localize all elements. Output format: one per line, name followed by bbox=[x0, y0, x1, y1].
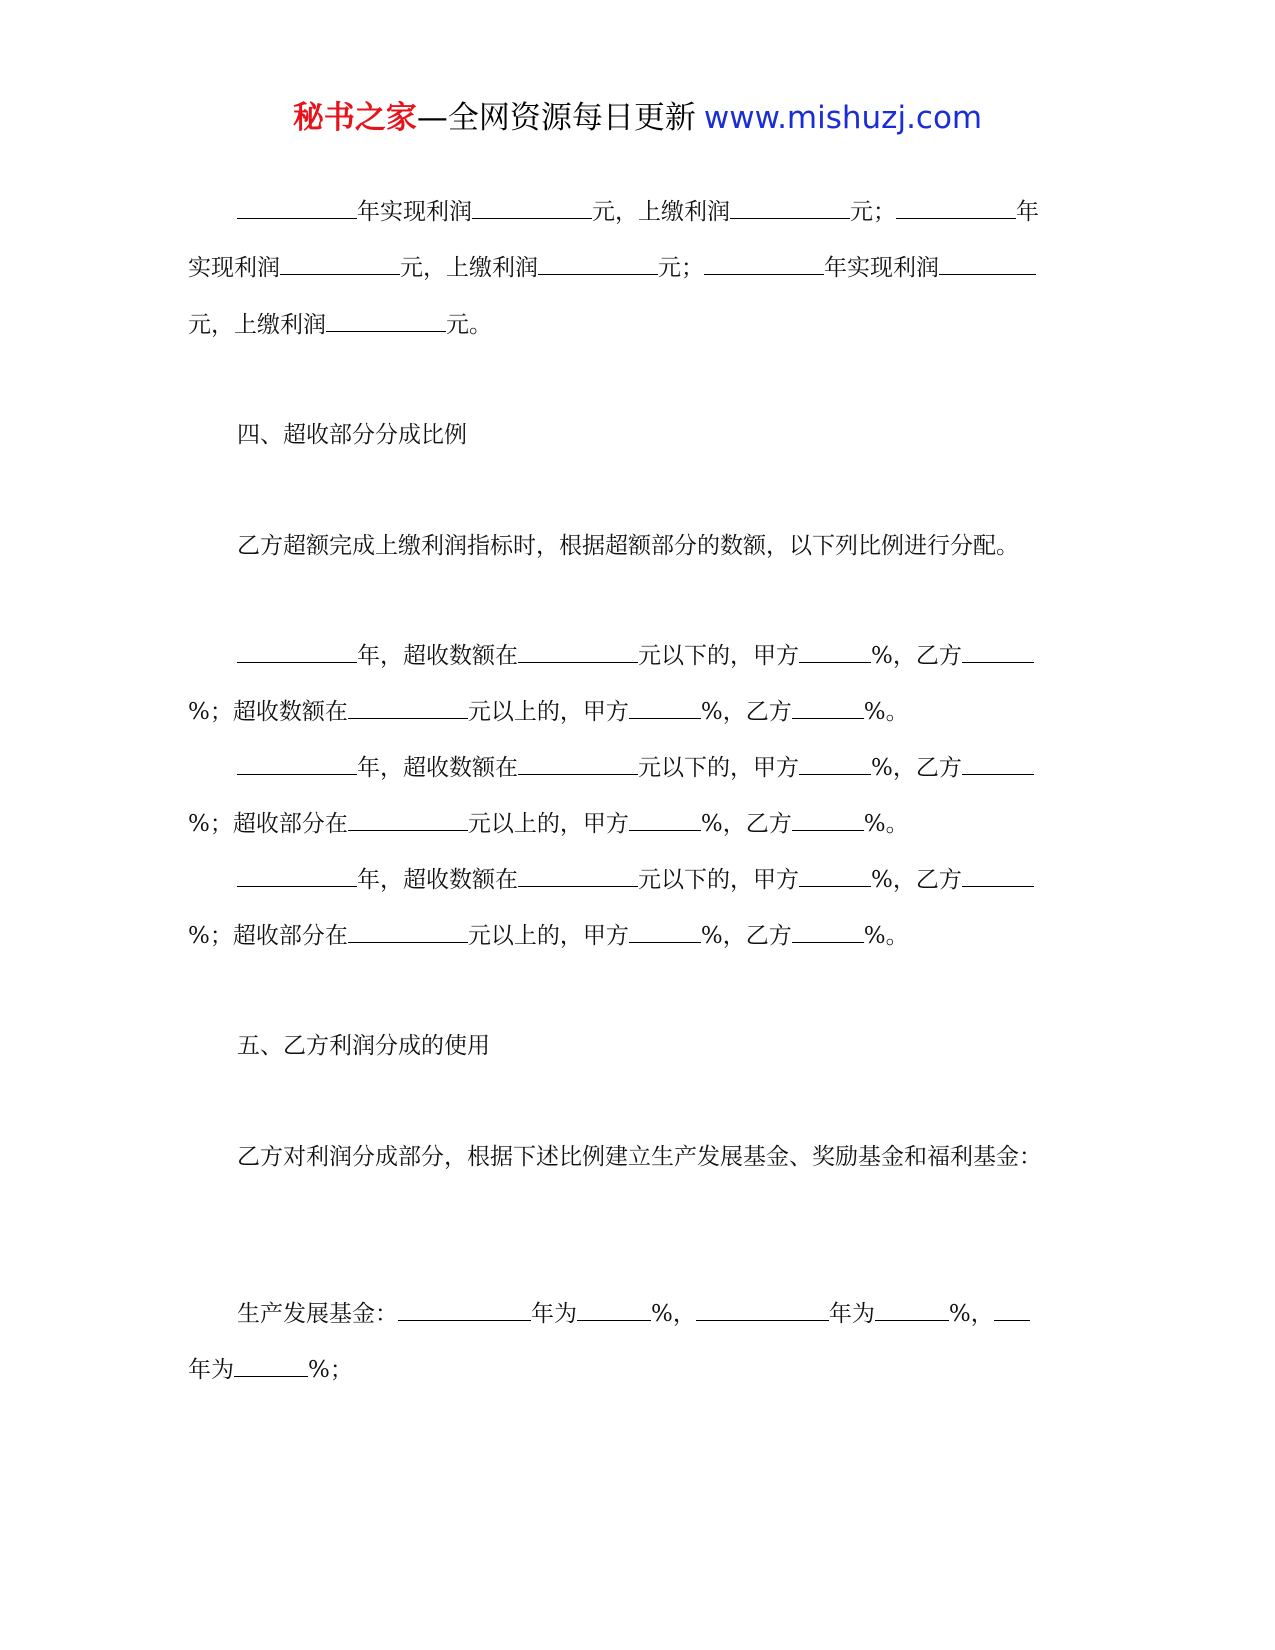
blank-field[interactable] bbox=[237, 640, 357, 663]
text: 元， bbox=[592, 199, 638, 225]
text: %； bbox=[308, 1357, 353, 1383]
text: 元。 bbox=[446, 312, 492, 338]
text: %， bbox=[700, 811, 746, 837]
profit-line-2 bbox=[188, 252, 1036, 283]
text: 年为 bbox=[828, 1301, 875, 1327]
profit-line-1 bbox=[237, 196, 1039, 227]
header-brand: 秘书之家 bbox=[292, 100, 417, 136]
blank-field[interactable] bbox=[939, 252, 1036, 275]
blank-field[interactable] bbox=[962, 864, 1034, 887]
text: %， bbox=[871, 755, 916, 781]
header-url-link[interactable]: www.mishuzj.com bbox=[703, 100, 983, 136]
text: 乙方 bbox=[745, 923, 792, 949]
text: 甲方 bbox=[753, 643, 799, 669]
blank-field[interactable] bbox=[696, 1298, 829, 1321]
text: 乙方 bbox=[745, 699, 792, 725]
text: 超收部分在 bbox=[232, 811, 348, 837]
text: 元； bbox=[658, 255, 704, 281]
site-header bbox=[0, 98, 1275, 138]
text: 超收数额在 bbox=[403, 867, 518, 893]
ratio-line-3a bbox=[237, 864, 1034, 895]
text: 元以上的， bbox=[467, 699, 583, 725]
blank-field[interactable] bbox=[704, 252, 824, 275]
text: 元以上的， bbox=[467, 923, 583, 949]
ratio-line-1b bbox=[188, 696, 909, 727]
text: 元以下的， bbox=[638, 867, 753, 893]
blank-field[interactable] bbox=[348, 920, 468, 943]
blank-field[interactable] bbox=[518, 864, 638, 887]
text: %； bbox=[188, 811, 233, 837]
blank-field[interactable] bbox=[538, 252, 658, 275]
text: 超收部分在 bbox=[232, 923, 348, 949]
text: 年实现利润 bbox=[824, 255, 939, 281]
profit-line-3 bbox=[188, 309, 492, 340]
text: 生产发展基金： bbox=[237, 1301, 398, 1327]
blank-field[interactable] bbox=[994, 1298, 1030, 1321]
section-5-heading: 五、乙方利润分成的使用 bbox=[237, 1033, 490, 1059]
blank-field[interactable] bbox=[348, 808, 468, 831]
blank-field[interactable] bbox=[896, 196, 1016, 219]
text: %， bbox=[871, 867, 916, 893]
text: %； bbox=[188, 923, 233, 949]
blank-field[interactable] bbox=[348, 696, 468, 719]
text: 甲方 bbox=[582, 699, 629, 725]
text: 乙方 bbox=[915, 867, 962, 893]
section-4-heading: 四、超收部分分成比例 bbox=[237, 422, 467, 448]
text: 甲方 bbox=[753, 867, 799, 893]
text: 年实现利润 bbox=[357, 199, 472, 225]
text: 元； bbox=[850, 199, 896, 225]
text: %。 bbox=[863, 923, 909, 949]
header-slogan: —全网资源每日更新 bbox=[416, 100, 696, 136]
text: %， bbox=[651, 1301, 696, 1327]
blank-field[interactable] bbox=[629, 920, 701, 943]
text: 上缴利润 bbox=[234, 312, 326, 338]
text: 上缴利润 bbox=[446, 255, 538, 281]
blank-field[interactable] bbox=[629, 696, 701, 719]
blank-field[interactable] bbox=[629, 808, 701, 831]
text: 超收数额在 bbox=[403, 755, 518, 781]
text: %； bbox=[188, 699, 233, 725]
text: 元以下的， bbox=[638, 755, 753, 781]
blank-field[interactable] bbox=[962, 752, 1034, 775]
text: 年， bbox=[357, 755, 403, 781]
blank-field[interactable] bbox=[234, 1354, 308, 1377]
blank-field[interactable] bbox=[792, 696, 864, 719]
text: 元， bbox=[400, 255, 446, 281]
text: 甲方 bbox=[582, 923, 629, 949]
ratio-line-2a bbox=[237, 752, 1034, 783]
text: 实现利润 bbox=[188, 255, 280, 281]
blank-field[interactable] bbox=[326, 309, 446, 332]
text: %， bbox=[871, 643, 916, 669]
text: %。 bbox=[863, 811, 909, 837]
ratio-line-3b bbox=[188, 920, 909, 951]
blank-field[interactable] bbox=[280, 252, 400, 275]
blank-field[interactable] bbox=[799, 864, 871, 887]
text: 超收数额在 bbox=[403, 643, 518, 669]
blank-field[interactable] bbox=[730, 196, 850, 219]
text: 年为 bbox=[188, 1357, 234, 1383]
blank-field[interactable] bbox=[518, 640, 638, 663]
text: 年 bbox=[1016, 199, 1039, 225]
blank-field[interactable] bbox=[875, 1298, 949, 1321]
text: 乙方 bbox=[745, 811, 792, 837]
text: 元以上的， bbox=[467, 811, 583, 837]
text: 年， bbox=[357, 643, 403, 669]
text: 乙方 bbox=[915, 643, 962, 669]
text: 乙方 bbox=[915, 755, 962, 781]
text: 年为 bbox=[531, 1301, 577, 1327]
text: 年， bbox=[357, 867, 403, 893]
blank-field[interactable] bbox=[792, 808, 864, 831]
text: 超收数额在 bbox=[232, 699, 348, 725]
fund-line-2 bbox=[188, 1354, 353, 1385]
blank-field[interactable] bbox=[518, 752, 638, 775]
text: 上缴利润 bbox=[638, 199, 730, 225]
blank-field[interactable] bbox=[237, 752, 357, 775]
text: 甲方 bbox=[582, 811, 629, 837]
text: %， bbox=[948, 1301, 994, 1327]
blank-field[interactable] bbox=[237, 196, 357, 219]
text: %。 bbox=[863, 699, 909, 725]
blank-field[interactable] bbox=[962, 640, 1034, 663]
blank-field[interactable] bbox=[398, 1298, 531, 1321]
blank-field[interactable] bbox=[472, 196, 592, 219]
ratio-line-2b bbox=[188, 808, 909, 839]
blank-field[interactable] bbox=[792, 920, 864, 943]
blank-field[interactable] bbox=[577, 1298, 651, 1321]
blank-field[interactable] bbox=[799, 640, 871, 663]
text: %， bbox=[700, 923, 746, 949]
blank-field[interactable] bbox=[237, 864, 357, 887]
text: 元以下的， bbox=[638, 643, 753, 669]
fund-line-1 bbox=[237, 1298, 1030, 1329]
text: 甲方 bbox=[753, 755, 799, 781]
text: %， bbox=[700, 699, 746, 725]
section-5-intro: 乙方对利润分成部分，根据下述比例建立生产发展基金、奖励基金和福利基金： bbox=[237, 1144, 1042, 1170]
section-4-intro: 乙方超额完成上缴利润指标时，根据超额部分的数额，以下列比例进行分配。 bbox=[237, 533, 1019, 559]
ratio-line-1a bbox=[237, 640, 1034, 671]
blank-field[interactable] bbox=[799, 752, 871, 775]
text: 元， bbox=[188, 312, 234, 338]
